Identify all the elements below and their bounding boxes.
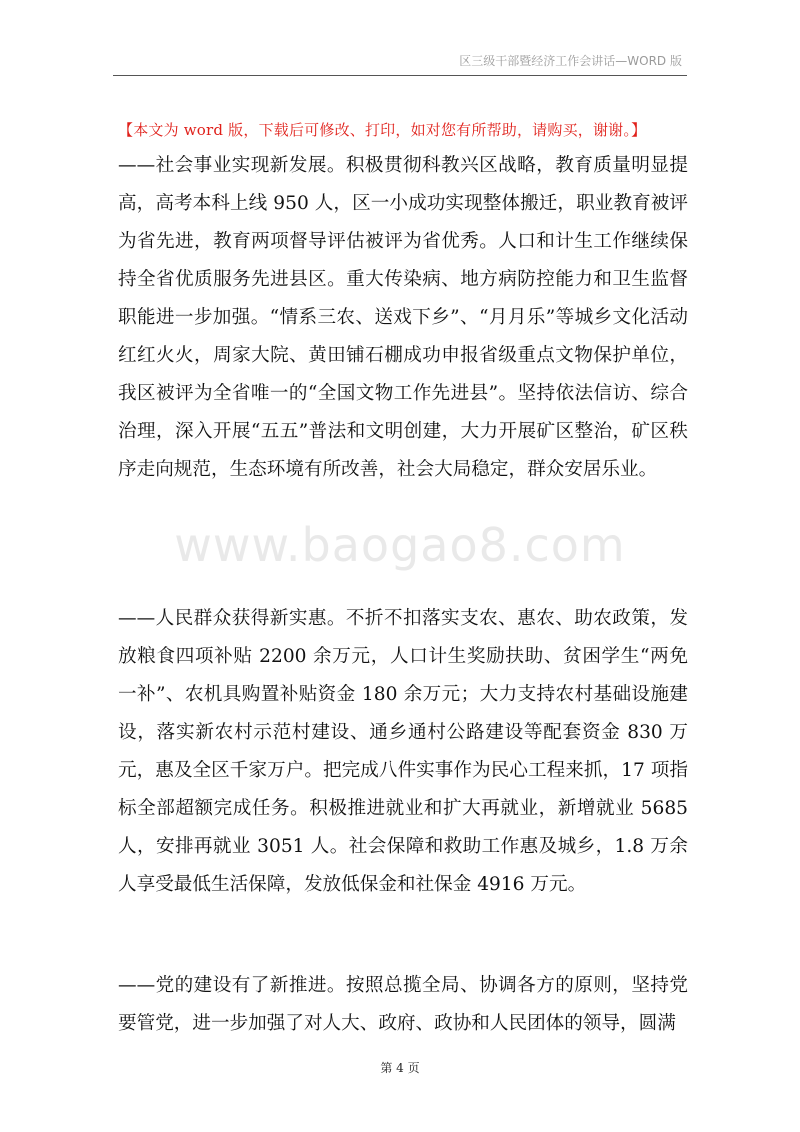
header-divider xyxy=(113,75,687,76)
paragraph-public-benefits: ——人民群众获得新实惠。不折不扣落实支农、惠农、助农政策，发放粮食四项补贴 2200 余万元，人口计生奖励扶助、贫困学生“两免一补”、农机具购置补贴资金 180 余万元；大力支持农村基础设施建设，落实新农村示范村建设、通乡通村公路建设等配套资金 830 万元，惠及全区千家万户。把完成八件实事作为民心工程来抓，17 项指标全部超额完成任务。积极推进就业和扩大再就业，新增就业 5685 人，安排再就业 3051 人。社会保障和救助工作惠及城乡，1.8 万余人享受最低生活保障，发放低保金和社保金 4916 万元。 xyxy=(118,608,688,895)
page-number: 第 4 页 xyxy=(380,1061,420,1075)
purchase-notice: 【本文为 word 版，下载后可修改、打印，如对您有所帮助，请购买，谢谢。】 xyxy=(118,121,647,139)
document-header-title: 区三级干部暨经济工作会讲话—WORD 版 xyxy=(459,54,682,68)
paragraph-social-development: ——社会事业实现新发展。积极贯彻科教兴区战略，教育质量明显提高，高考本科上线 950 人，区一小成功实现整体搬迁，职业教育被评为省先进，教育两项督导评估被评为省优秀。人口和计生工作继续保持全省优质服务先进县区。重大传染病、地方病防控能力和卫生监督职能进一步加强。“情系三农、送戏下乡”、“月月乐”等城乡文化活动红红火火，周家大院、黄田铺石棚成功申报省级重点文物保护单位，我区被评为全省唯一的“全国文物工作先进县”。坚持依法信访、综合治理，深入开展“五五”普法和文明创建，大力开展矿区整治，矿区秩序走向规范，生态环境有所改善，社会大局稳定，群众安居乐业。 xyxy=(118,155,688,480)
paragraph-party-building: ——党的建设有了新推进。按照总揽全局、协调各方的原则，坚持党要管党，进一步加强了对人大、政府、政协和人民团体的领导，圆满 xyxy=(118,975,688,1034)
watermark-text: www.baogao8.com xyxy=(174,518,626,572)
